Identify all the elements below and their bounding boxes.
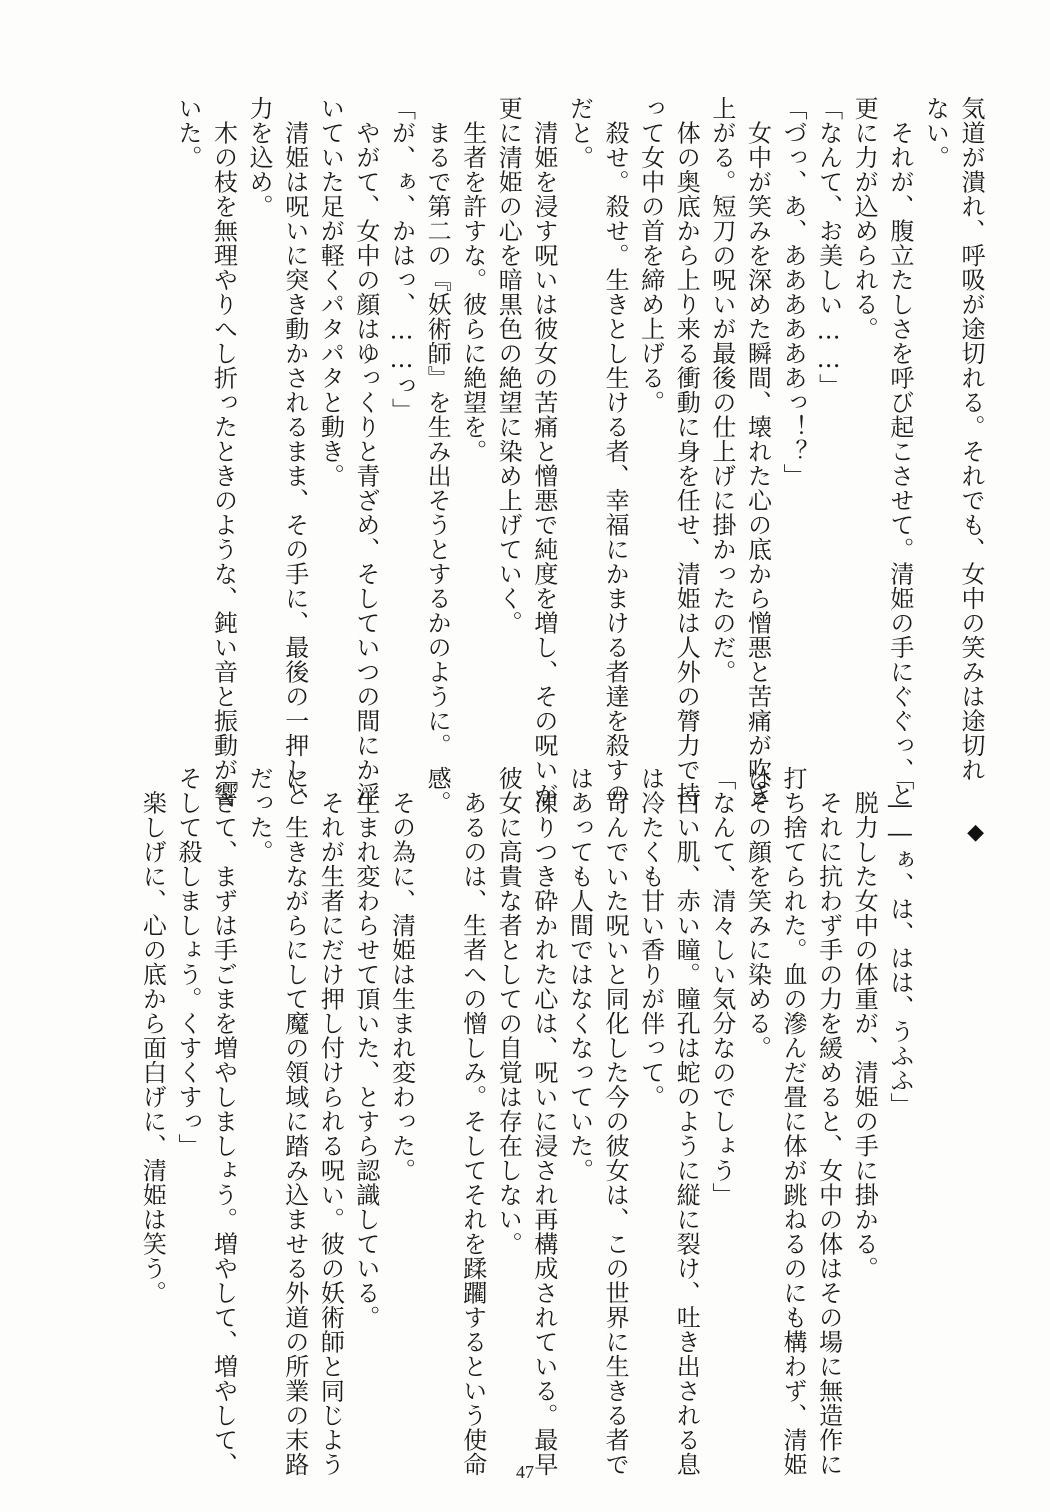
text-line: 「さて、まずは手ごまを増やしましょう。増やして、増やして、 <box>209 766 238 1477</box>
text-line: いていた足が軽くパタパタと動き。 <box>316 96 345 488</box>
text-line-spacer <box>952 766 988 1366</box>
text-line: 更に力が込められる。 <box>850 96 879 341</box>
text-line: だと。 <box>565 96 594 170</box>
text-line: ない。 <box>921 96 950 170</box>
text-line: 「なんて、清々しい気分なのでしょう」 <box>707 766 736 1207</box>
text-line: それが生者にだけ押し付けられる呪い。彼の妖術師と同じよう <box>316 766 345 1477</box>
text-line: 女中が笑みを深めた瞬間、壊れた心の底から憎悪と苦痛が吹き <box>743 96 772 807</box>
text-line: いた。 <box>173 96 202 170</box>
text-line: あるのは、生者への憎しみ。そしてそれを蹂躙するという使命 <box>458 766 487 1477</box>
text-line: 白い肌、赤い瞳。瞳孔は蛇のように縦に裂け、吐き出される息 <box>672 766 701 1477</box>
text-line: 脱力した女中の体重が、清姫の手に掛かる。 <box>850 766 879 1281</box>
text-line: 「――ぁ、は、はは、うふふ」 <box>885 766 914 1117</box>
text-line: やがて、女中の顔はゆっくりと青ざめ、そしていつの間にか浮 <box>351 96 380 807</box>
text-line: 殺せ。殺せ。生きとし生ける者、幸福にかまける者達を殺すの <box>601 96 630 807</box>
text-line: 木の枝を無理やりへし折ったときのような、鈍い音と振動が響 <box>209 96 238 807</box>
text-line: それに抗わず手の力を緩めると、女中の体はその場に無造作に <box>814 766 843 1477</box>
text-line: 力を込め。 <box>245 96 274 219</box>
text-line: 上がる。短刀の呪いが最後の仕上げに掛かったのだ。 <box>707 96 736 684</box>
page-number: 47 <box>516 1462 534 1482</box>
text-line: 打ち捨てられた。血の滲んだ畳に体が跳ねるのにも構わず、清姫 <box>779 766 808 1477</box>
text-line: まるで第二の『妖術師』を生み出そうとするかのように。 <box>423 96 452 758</box>
text-line: 気道が潰れ、呼吸が途切れる。それでも、女中の笑みは途切れ <box>957 96 985 782</box>
text-line: 苛んでいた呪いと同化した今の彼女は、この世界に生きる者で <box>601 766 630 1477</box>
text-line: 「づっ、あ、ああああああっ！？」 <box>779 96 808 488</box>
text-line: そして殺しましょう。くすくすっ」 <box>173 766 202 1158</box>
section-separator-diamond: ◆ <box>967 820 984 845</box>
text-line: 感。 <box>423 766 452 815</box>
text-line: 「が、ぁ、かはっ、……っ」 <box>387 96 416 423</box>
text-line: って女中の首を締め上げる。 <box>636 96 665 415</box>
text-line: だった。 <box>245 766 274 864</box>
text-line: 凍りつき砕かれた心は、呪いに浸され再構成されている。最早 <box>529 766 558 1477</box>
text-line: は冷たくも甘い香りが伴って。 <box>636 766 665 1109</box>
text-line: 体の奥底から上り来る衝動に身を任せ、清姫は人外の膂力で持 <box>672 96 701 807</box>
text-line: はあっても人間ではなくなっていた。 <box>565 766 594 1183</box>
text-line: に、生きながらにして魔の領域に踏み込ませる外道の所業の末路 <box>280 766 309 1477</box>
text-line: はその顔を笑みに染める。 <box>743 766 772 1060</box>
text-line: それが、腹立たしさを呼び起こさせて。清姫の手にぐぐっ、と <box>885 96 914 807</box>
text-line: 「なんて、お美しい……」 <box>814 96 843 398</box>
text-line: 楽しげに、心の底から面白げに、清姫は笑う。 <box>138 766 167 1305</box>
text-line: 清姫は呪いに突き動かされるまま、その手に、最後の一押しと <box>280 96 309 807</box>
text-line-spacer <box>917 766 953 1366</box>
text-line: その為に、清姫は生まれ変わった。 <box>387 766 416 1183</box>
text-line: 生者を許すな。彼らに絶望を。 <box>458 96 487 464</box>
text-line: 清姫を浸す呪いは彼女の苦痛と憎悪で純度を増し、その呪いが <box>529 96 558 807</box>
text-line: 更に清姫の心を暗黒色の絶望に染め上げていく。 <box>494 96 523 635</box>
text-line: 生まれ変わらせて頂いた、とすら認識している。 <box>351 766 380 1330</box>
text-block-upper <box>169 96 988 807</box>
text-line: 彼女に高貴な者としての自覚は存在しない。 <box>494 766 523 1256</box>
